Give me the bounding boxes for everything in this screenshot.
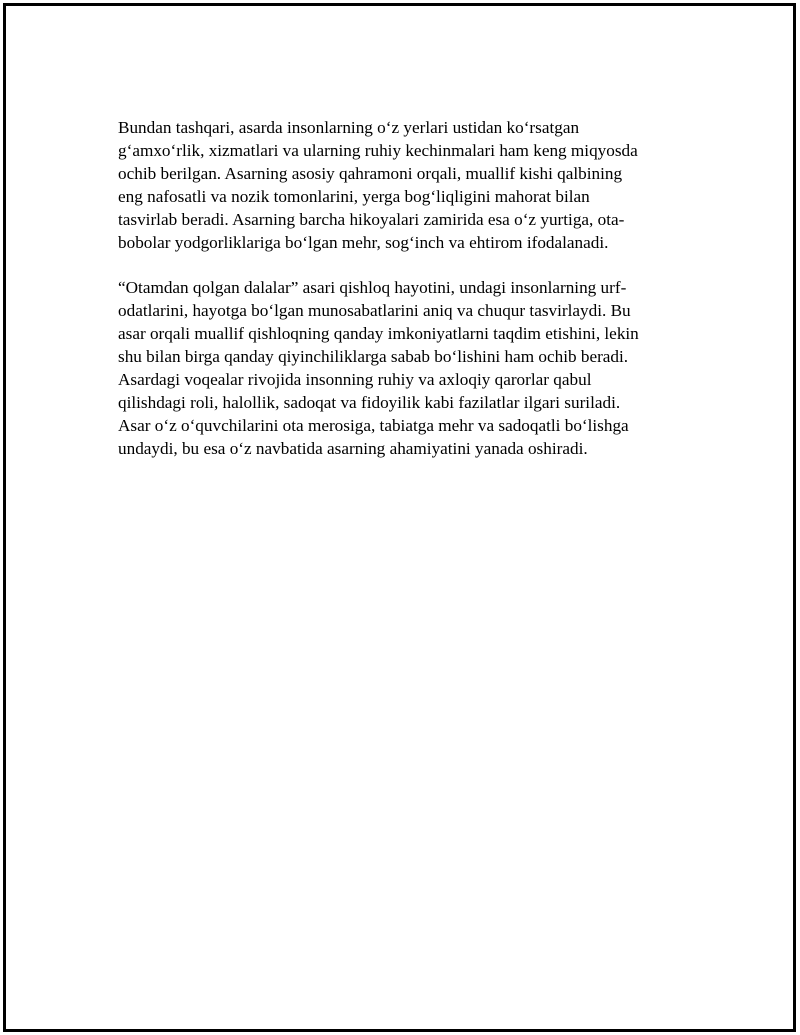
paragraph-1: Bundan tashqari, asarda insonlarning o‘z yerlari ustidan ko‘rsatgan g‘amxo‘rlik, xizmatlari va ularning ruhiy kechinmalari ham keng miqyosda ochib berilgan. Asarning asosiy qahramoni orqali, muallif kishi qalbining eng nafosatli va nozik tomonlarini, yerga bog‘liqligini mahorat bilan tasvirlab beradi. Asarning barcha hikoyalari zamirida esa o‘z yurtiga, ota- bobolar yodgorliklariga bo‘lgan mehr, sog‘inch va ehtirom ifodalanadi. [118,118,638,252]
document-body [118,117,678,484]
paragraph-2: “Otamdan qolgan dalalar” asari qishloq hayotini, undagi insonlarning urf- odatlarini, hayotga bo‘lgan munosabatlarini aniq va chuqur tasvirlaydi. Bu asar orqali muallif qishloqning qanday imkoniyatlarni taqdim etishini, lekin shu bilan birga qanday qiyinchiliklarga sabab bo‘lishini ham ochib beradi. Asardagi voqealar rivojida insonning ruhiy va axloqiy qarorlar qabul qilishdagi roli, halollik, sadoqat va fidoyilik kabi fazilatlar ilgari suriladi. Asar o‘z o‘quvchilarini ota merosiga, tabiatga mehr va sadoqatli bo‘lishga undaydi, bu esa o‘z navbatida asarning ahamiyatini yanada oshiradi. [118,278,639,458]
